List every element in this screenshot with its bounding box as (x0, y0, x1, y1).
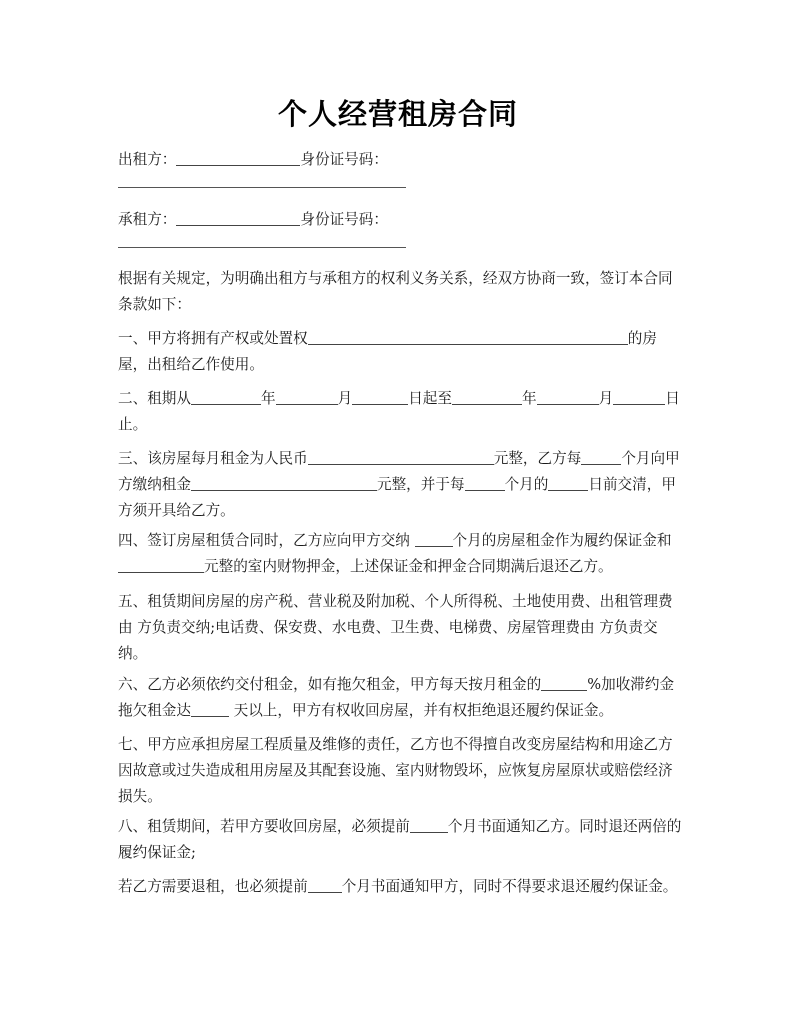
clause-3-text-b: 元整，乙方每 (493, 450, 582, 467)
clause-3-text-a: 三、该房屋每月租金为人民币 (118, 450, 308, 467)
clause-2-month: 月 (337, 390, 353, 407)
property-blank (308, 328, 628, 345)
late-fee-percent-blank (541, 674, 587, 691)
lessor-name-blank (176, 149, 300, 166)
clause-3-text-e: 个月的 (504, 476, 549, 493)
end-year-blank (452, 388, 522, 405)
clause-5: 五、租赁期间房屋的房产税、营业税及附加税、个人所得税、土地使用费、出租管理费由 方负责交纳;电话费、保安费、水电费、卫生费、电梯费、房屋管理费由 方负责交纳。 (118, 593, 673, 662)
clause-2-month2: 月 (598, 390, 614, 407)
clause-3-text-c: 个月向甲方缴纳租金 (118, 450, 680, 493)
lessee-label: 承租方： (118, 211, 177, 228)
clause-7: 七、甲方应承担房屋工程质量及维修的责任，乙方也不得擅自改变房屋结构和用途乙方因故意或过失造成租用房屋及其配套设施、室内财物毁坏，应恢复房屋原状或赔偿经济损失。 (118, 736, 673, 805)
lessor-id-blank (118, 187, 406, 188)
clause-6-text-c: 天以上，甲方有权收回房屋，并有权拒绝退还履约保证金。 (228, 702, 614, 719)
payment-interval-blank (581, 448, 621, 465)
clause-6 (118, 672, 684, 724)
start-month-blank (276, 388, 338, 405)
lessor-id-label: 身份证号码： (300, 151, 388, 168)
clause-2 (118, 386, 684, 438)
clause-2-day-start: 日起至 (408, 390, 452, 407)
lessee-id-blank (118, 247, 406, 248)
intro-paragraph: 根据有关规定，为明确出租方与承租方的权利义务关系，经双方协商一致，签订本合同条款如下： (118, 270, 673, 313)
lessor-label: 出租方： (118, 151, 177, 168)
monthly-rent-blank (308, 448, 494, 465)
tenant-notice-months-blank (308, 876, 342, 893)
landlord-notice-months-blank (410, 816, 448, 833)
clause-2-text-a: 二、租期从 (118, 390, 191, 407)
start-day-blank (352, 388, 408, 405)
clause-2-year2: 年 (522, 390, 537, 407)
lessor-line (118, 147, 684, 173)
end-day-blank (613, 388, 665, 405)
clause-2-year: 年 (260, 390, 276, 407)
clause-1-text-a: 一、甲方将拥有产权或处置权 (118, 330, 308, 347)
clause-3 (118, 446, 684, 524)
rent-amount-blank (191, 474, 377, 491)
clause-6-text-b: %加收滞约金拖欠租金达 (118, 676, 675, 719)
clause-4-text-a: 四、签订房屋租赁合同时，乙方应向甲方交纳 (118, 532, 415, 549)
clause-3-text-f: 日前交清，甲方须开具给乙方。 (118, 476, 676, 519)
clause-9-text-b: 个月书面通知甲方，同时不得要求退还履约保证金。 (341, 878, 678, 895)
lessee-id-label: 身份证号码： (300, 211, 388, 228)
deposit-months-blank (415, 530, 453, 547)
clause-8-text-b: 个月书面通知乙方。同时退还两倍的履约保证金; (118, 818, 682, 861)
property-deposit-blank (118, 556, 204, 573)
clause-4 (118, 528, 684, 580)
clause-1 (118, 326, 684, 378)
clause-9-text-a: 若乙方需要退租，也必须提前 (118, 878, 308, 895)
overdue-days-blank (191, 700, 229, 717)
clause-8 (118, 814, 684, 866)
clause-9 (118, 874, 684, 900)
document-title: 个人经营租房合同 (277, 97, 518, 131)
due-day-blank (548, 474, 588, 491)
due-month-blank (465, 474, 505, 491)
clause-6-text-a: 六、乙方必须依约交付租金，如有拖欠租金，甲方每天按月租金的 (118, 676, 542, 693)
clause-4-text-b: 个月的房屋租金作为履约保证金和 (452, 532, 672, 549)
start-year-blank (191, 388, 261, 405)
clause-1-text-b: 的房屋，出租给乙作使用。 (118, 330, 657, 373)
lessee-line (118, 207, 684, 233)
clause-8-text-a: 八、租赁期间，若甲方要收回房屋，必须提前 (118, 818, 410, 835)
clause-3-text-d: 元整，并于每 (376, 476, 465, 493)
lessee-name-blank (176, 209, 300, 226)
clause-2-end: 日止。 (118, 390, 680, 433)
clause-4-text-c: 元整的室内财物押金，上述保证金和押金合同期满后退还乙方。 (204, 558, 613, 575)
end-month-blank (537, 388, 599, 405)
